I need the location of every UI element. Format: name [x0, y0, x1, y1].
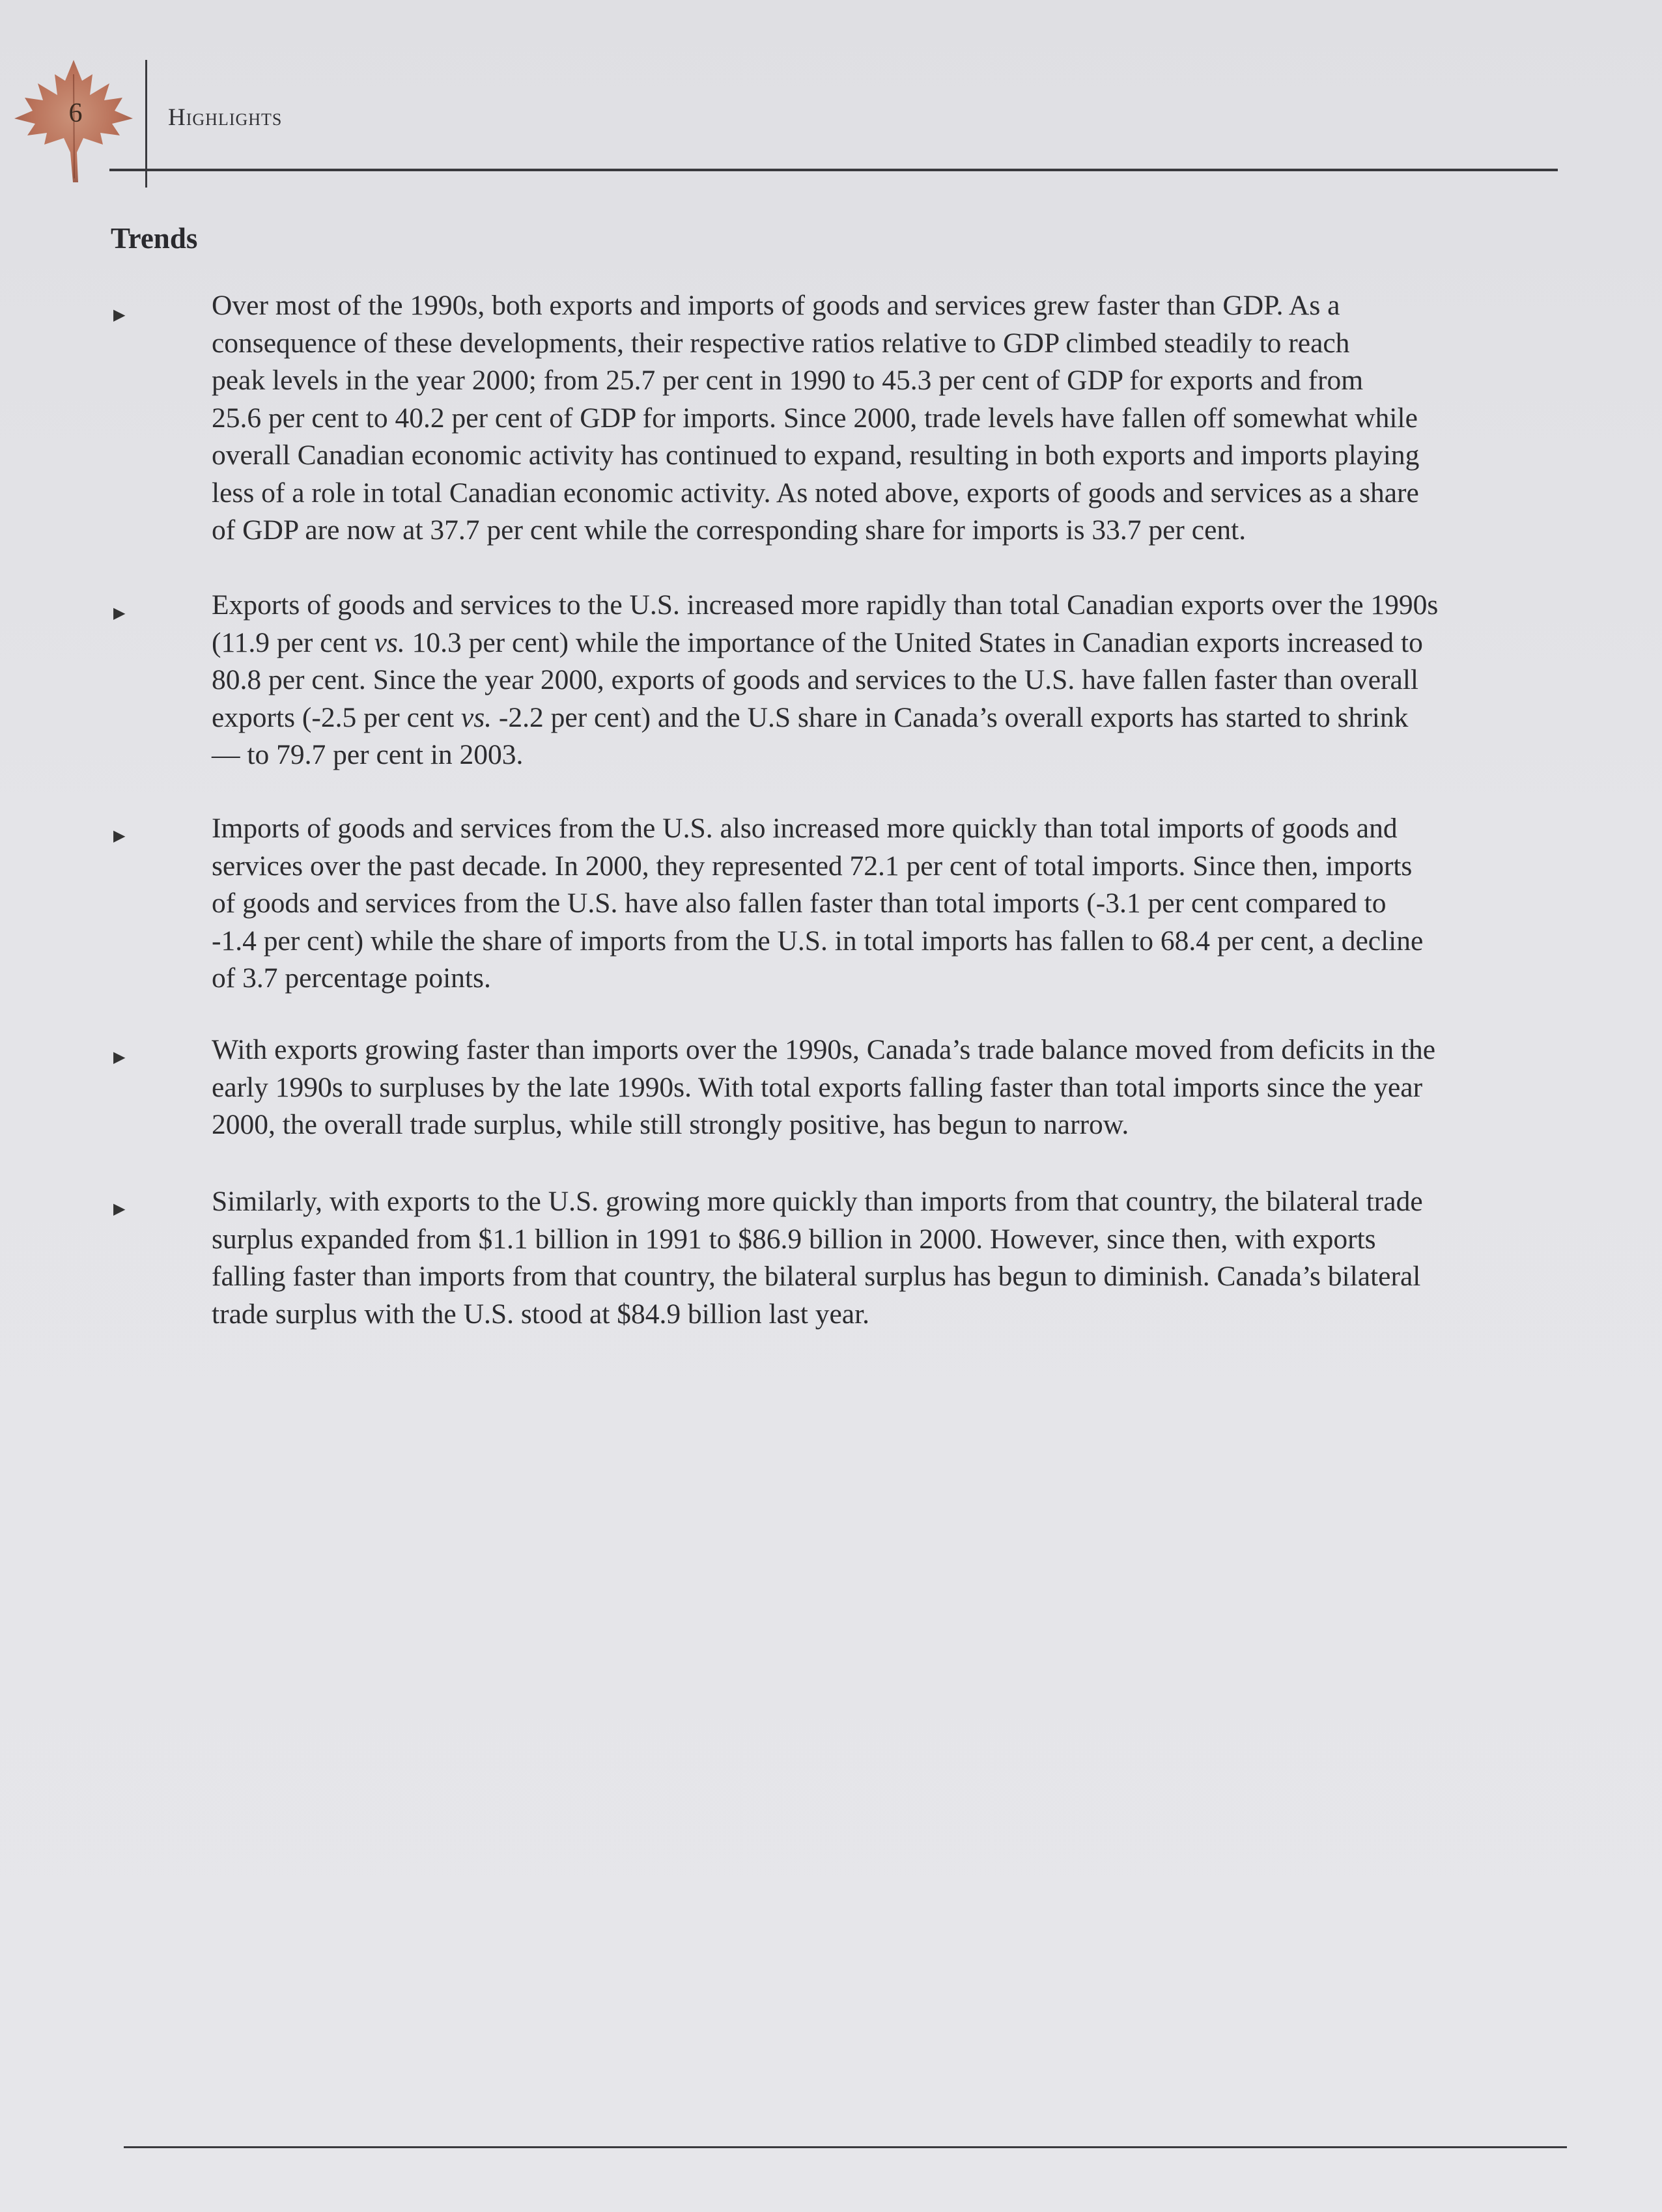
- bullet-paragraph: [212, 287, 1563, 550]
- bullet-paragraph: [212, 1031, 1563, 1144]
- text-line: trade surplus with the U.S. stood at $84.9 billion last year.: [212, 1298, 870, 1330]
- text-line: 80.8 per cent. Since the year 2000, exports of goods and services to the U.S. have fallen faster than overall: [212, 664, 1418, 695]
- text-line: 2000, the overall trade surplus, while still strongly positive, has begun to narrow.: [212, 1109, 1129, 1140]
- text-line: consequence of these developments, their respective ratios relative to GDP climbed steadily to reach: [212, 327, 1350, 359]
- text-line: services over the past decade. In 2000, they represented 72.1 per cent of total imports. Since then, imports: [212, 850, 1413, 882]
- text-line: peak levels in the year 2000; from 25.7 per cent in 1990 to 45.3 per cent of GDP for exports and from: [212, 365, 1364, 396]
- text-line: early 1990s to surpluses by the late 1990s. With total exports falling faster than total imports since the year: [212, 1071, 1423, 1103]
- running-header-title: Highlights: [168, 104, 283, 131]
- text-line: surplus expanded from $1.1 billion in 1991 to $86.9 billion in 2000. However, since then, with exports: [212, 1223, 1376, 1255]
- text-line: Similarly, with exports to the U.S. growing more quickly than imports from that country, the bilateral trade: [212, 1186, 1423, 1217]
- text-line: -1.4 per cent) while the share of imports from the U.S. in total imports has fallen to 68.4 per cent, a decline: [212, 925, 1424, 957]
- text-line: of 3.7 percentage points.: [212, 962, 491, 994]
- page-number: 6: [68, 98, 83, 128]
- text-line: overall Canadian economic activity has continued to expand, resulting in both exports and imports playing: [212, 440, 1420, 471]
- triangle-right-icon: ▶: [113, 1049, 126, 1066]
- text-line: With exports growing faster than imports over the 1990s, Canada’s trade balance moved from deficits in the: [212, 1034, 1436, 1065]
- bullet-paragraph: [212, 587, 1563, 774]
- triangle-right-icon: ▶: [113, 1201, 126, 1218]
- text-line: (11.9 per cent vs. 10.3 per cent) while the importance of the United States in Canadian exports increased to: [212, 626, 1423, 658]
- text-line: Over most of the 1990s, both exports and imports of goods and services grew faster than GDP. As a: [212, 290, 1340, 321]
- header-rule: [109, 169, 1558, 171]
- text-line: 25.6 per cent to 40.2 per cent of GDP for imports. Since 2000, trade levels have fallen off somewhat while: [212, 402, 1418, 434]
- section-heading: Trends: [111, 222, 198, 255]
- text-line: — to 79.7 per cent in 2003.: [212, 739, 524, 770]
- triangle-right-icon: ▶: [113, 828, 126, 845]
- text-line: Exports of goods and services to the U.S. increased more rapidly than total Canadian exports over the 1990s: [212, 589, 1439, 621]
- bullet-paragraph: [212, 810, 1563, 998]
- text-line: Imports of goods and services from the U.S. also increased more quickly than total imports of goods and: [212, 813, 1398, 844]
- footer-rule: [124, 2146, 1567, 2148]
- bullet-paragraph: [212, 1183, 1563, 1333]
- triangle-right-icon: ▶: [113, 605, 126, 622]
- text-line: exports (-2.5 per cent vs. -2.2 per cent) and the U.S share in Canada’s overall exports has started to shrink: [212, 701, 1409, 733]
- text-line: of goods and services from the U.S. have also fallen faster than total imports (-3.1 per cent compared to: [212, 888, 1387, 919]
- text-line: of GDP are now at 37.7 per cent while the corresponding share for imports is 33.7 per cent.: [212, 514, 1246, 546]
- text-line: less of a role in total Canadian economic activity. As noted above, exports of goods and services as a share: [212, 477, 1419, 509]
- text-line: falling faster than imports from that country, the bilateral surplus has begun to diminish. Canada’s bilateral: [212, 1261, 1421, 1292]
- triangle-right-icon: ▶: [113, 307, 126, 324]
